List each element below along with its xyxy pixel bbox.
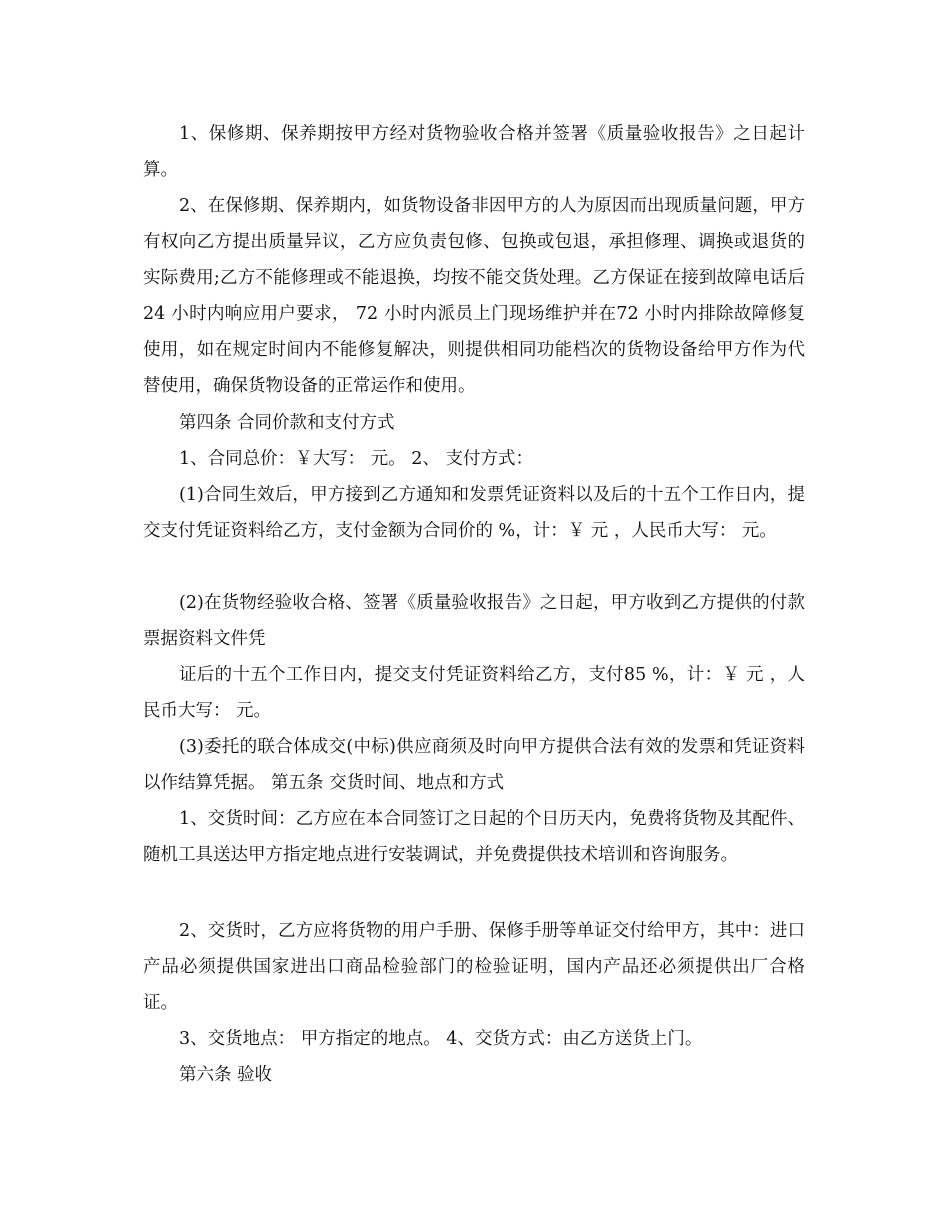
paragraph-warranty-start: 1、保修期、保养期按甲方经对货物验收合格并签署《质量验收报告》之日起计算。 — [143, 124, 805, 180]
paragraph-payment-1: (1)合同生效后，甲方接到乙方通知和发票凭证资料以及后的十五个工作日内，提交支付凭证资料给乙方，支付金额为合同价的 %，计：￥ 元 ，人民币大写： 元。 — [143, 485, 805, 541]
paragraph-delivery-time: 1、交货时间：乙方应在本合同签订之日起的个日历天内，免费将货物及其配件、随机工具送达甲方指定地点进行安装调试，并免费提供技术培训和咨询服务。 — [143, 809, 805, 865]
heading-article-4: 第四条 合同价款和支付方式 — [179, 413, 395, 433]
paragraph-contract-price: 1、合同总价：￥大写： 元。 2、 支付方式： — [179, 449, 533, 469]
paragraph-payment-2-cont: 证后的十五个工作日内，提交支付凭证资料给乙方，支付85 %，计：￥ 元 ，人民币大写： 元。 — [143, 665, 805, 721]
heading-article-6: 第六条 验收 — [179, 1065, 273, 1085]
paragraph-warranty-terms: 2、在保修期、保养期内，如货物设备非因甲方的人为原因而出现质量问题，甲方有权向乙方提出质量异议，乙方应负责包修、包换或包退，承担修理、调换或退货的实际费用;乙方不能修理或不能退换，均按不能交货处理。乙方保证在接到故障电话后24 小时内响应用户要求， 72 小时内派员上门现场维护并在72 小时内排除故障修复使用，如在规定时间内不能修复解决，则提供相同功能档次的货物设备给甲方作为代替使用，确保货物设备的正常运作和使用。 — [143, 196, 805, 396]
paragraph-payment-3: (3)委托的联合体成交(中标)供应商须及时向甲方提供合法有效的发票和凭证资料以作结算凭据。 第五条 交货时间、地点和方式 — [143, 737, 805, 793]
paragraph-payment-2: (2)在货物经验收合格、签署《质量验收报告》之日起，甲方收到乙方提供的付款票据资料文件凭 — [143, 593, 805, 649]
paragraph-delivery-documents: 2、交货时，乙方应将货物的用户手册、保修手册等单证交付给甲方，其中：进口产品必须提供国家进出口商品检验部门的检验证明，国内产品还必须提供出厂合格证。 — [143, 921, 805, 1013]
paragraph-delivery-place: 3、交货地点： 甲方指定的地点。 4、交货方式：由乙方送货上门。 — [179, 1029, 703, 1049]
